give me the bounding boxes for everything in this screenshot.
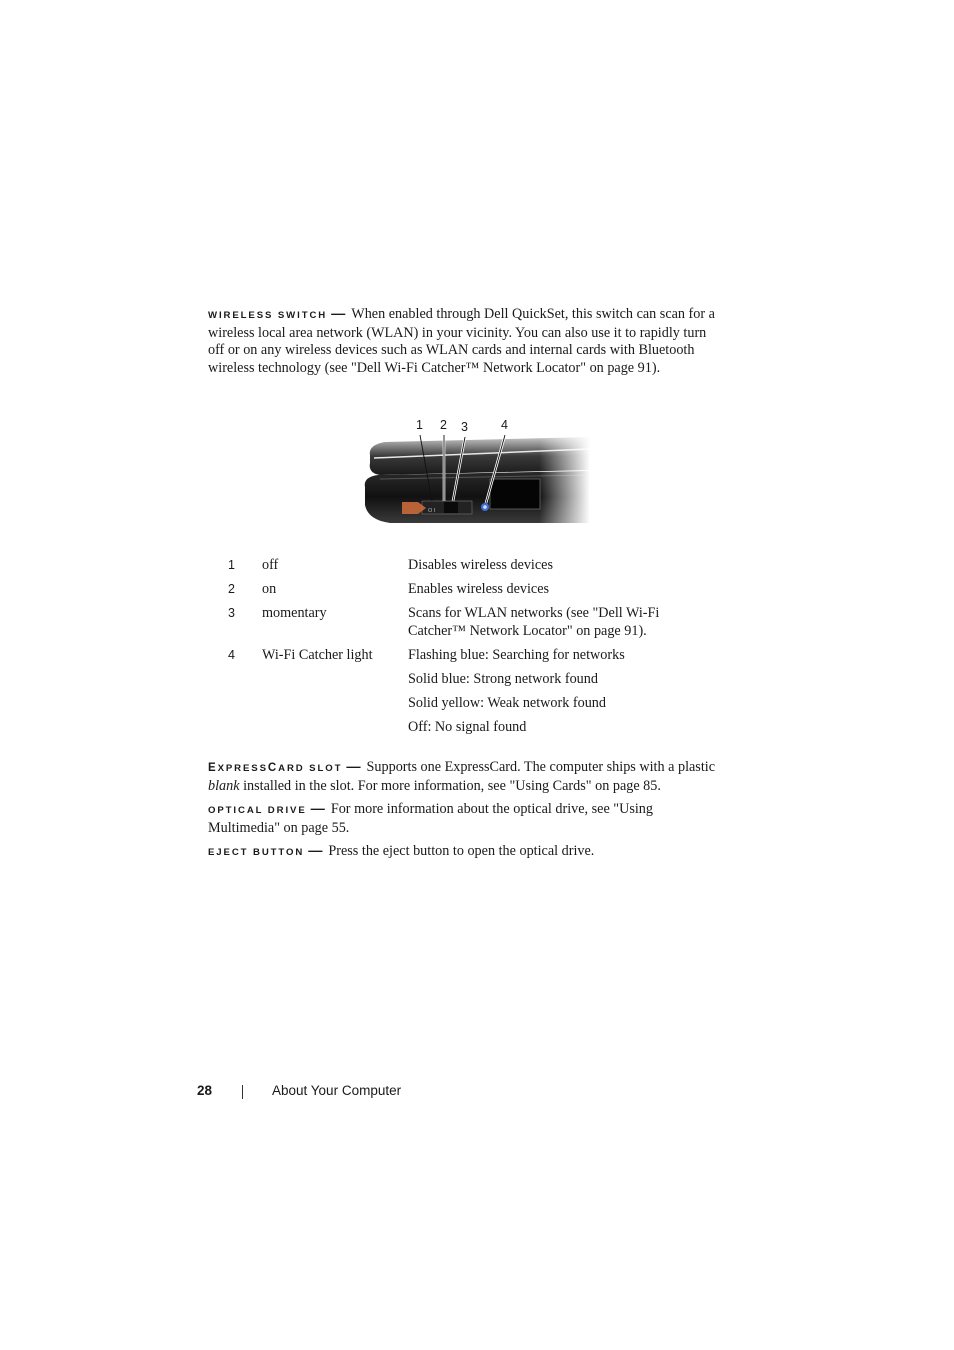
legend-label	[262, 671, 408, 695]
optical-drive-paragraph	[208, 801, 724, 837]
legend-number	[222, 671, 262, 695]
footer-divider	[242, 1085, 243, 1099]
legend-number: 4	[228, 647, 235, 662]
callout-legend-table	[222, 557, 708, 742]
term-rest: ARD SLOT	[278, 763, 343, 774]
wireless-switch-figure	[360, 415, 590, 530]
expresscard-text: Supports one ExpressCard. The computer ships with a plastic	[366, 759, 716, 775]
em-dash: —	[308, 843, 323, 859]
legend-description: Scans for WLAN networks (see "Dell Wi-Fi Catcher™ Network Locator" on page 91).	[408, 604, 660, 639]
optical-drive-term: OPTICAL DRIVE	[208, 805, 307, 816]
term-rest: XPRESS	[217, 763, 268, 774]
em-dash: —	[310, 801, 325, 817]
optical-drive-text: For more information about the optical drive, see "Using Multimedia" on page 55.	[208, 801, 653, 836]
legend-row	[222, 605, 708, 647]
em-dash: —	[331, 306, 346, 322]
legend-description: Off: No signal found	[408, 718, 527, 735]
legend-description: Enables wireless devices	[408, 580, 550, 597]
chapter-title: About Your Computer	[272, 1083, 402, 1098]
legend-number: 2	[228, 581, 235, 596]
laptop-side-illustration	[360, 415, 590, 530]
legend-label: off	[262, 557, 279, 573]
expresscard-paragraph	[208, 759, 724, 795]
legend-label: momentary	[262, 604, 327, 621]
legend-label: Wi-Fi Catcher light	[262, 646, 373, 663]
wireless-switch-term: WIRELESS SWITCH	[208, 310, 328, 321]
wireless-switch-text: When enabled through Dell QuickSet, this switch can scan for a wireless local area network (WLAN) in your vicinity. You can also use it to rapidly turn off or on any wireless devices such as WLAN cards and internal cards with Bluetooth wireless technology (see "Dell Wi-Fi Catcher™ Network Locator" on page 91).	[208, 306, 715, 376]
legend-row	[222, 695, 708, 719]
legend-number	[222, 695, 262, 719]
legend-label: on	[262, 580, 277, 597]
expresscard-term	[208, 763, 342, 774]
legend-row	[222, 671, 708, 695]
em-dash: —	[346, 759, 361, 775]
legend-number: 1	[228, 558, 235, 572]
expresscard-text-end: installed in the slot. For more information, see "Using Cards" on page 85.	[239, 777, 661, 794]
eject-button-text: Press the eject button to open the optical drive.	[328, 843, 595, 859]
legend-description: Flashing blue: Searching for networks	[408, 646, 625, 663]
legend-description: Solid yellow: Weak network found	[408, 694, 606, 711]
term-cap: E	[208, 762, 218, 774]
legend-row	[222, 581, 708, 605]
legend-label	[262, 719, 408, 743]
expresscard-text-emphasis: blank	[208, 777, 240, 794]
legend-number: 3	[228, 605, 235, 620]
eject-button-paragraph	[208, 843, 724, 862]
legend-row	[222, 557, 708, 581]
legend-number	[222, 719, 262, 743]
term-cap: C	[267, 762, 279, 774]
legend-row	[222, 719, 708, 743]
legend-row	[222, 647, 708, 671]
wireless-switch-paragraph	[208, 306, 724, 377]
eject-button-term: EJECT BUTTON	[208, 847, 305, 858]
legend-label	[262, 695, 408, 719]
legend-description: Solid blue: Strong network found	[408, 670, 598, 687]
page-number: 28	[197, 1083, 213, 1098]
legend-description: Disables wireless devices	[408, 557, 553, 573]
